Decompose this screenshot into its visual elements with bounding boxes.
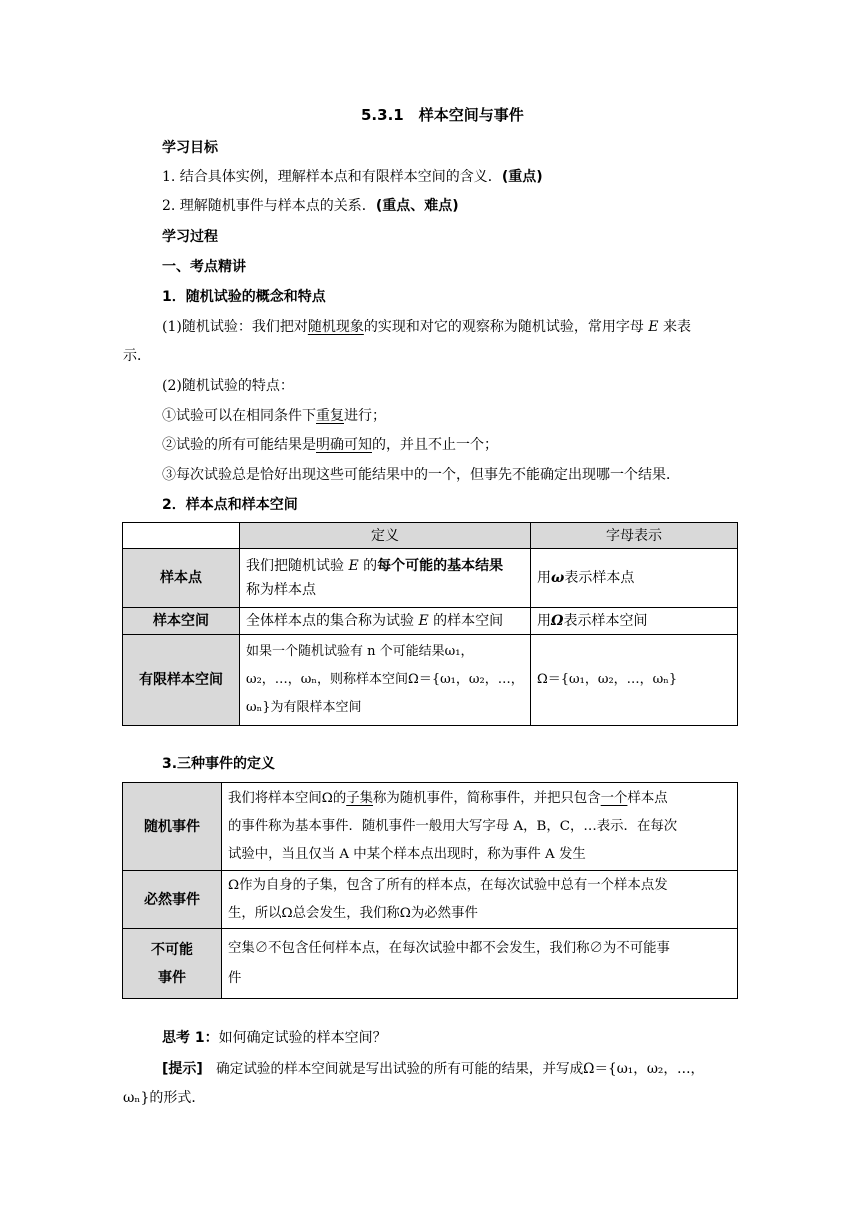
column-header-definition: 定义 [240, 523, 531, 549]
row-header-finite-sample-space: 有限样本空间 [123, 635, 240, 726]
goal-2: 2. 理解随机事件与样本点的关系．(重点、难点) [162, 198, 459, 214]
think-question: 思考 1：如何确定试验的样本空间？ [162, 1030, 387, 1046]
goals-heading: 学习目标 [162, 140, 218, 156]
sample-space-definition: 全体样本点的集合称为试验 E 的样本空间 [240, 608, 531, 635]
row-header-certain-event: 必然事件 [123, 871, 222, 929]
finite-sample-space-symbol: Ω＝{ω₁，ω₂，…，ωₙ} [531, 635, 738, 726]
finite-sample-space-definition: 如果一个随机试验有 n 个可能结果ω₁， ω₂，…，ωₙ，则称样本空间Ω＝{ω₁，ω₂，…， ωₙ}为有限样本空间 [240, 635, 531, 726]
topic-1-heading: 1．随机试验的概念和特点 [162, 289, 326, 305]
hint-line-1: [提示] 确定试验的样本空间就是写出试验的所有可能的结果，并写成Ω＝{ω₁，ω₂，…， [162, 1061, 705, 1077]
random-experiment-definition: (1)随机试验：我们把对随机现象的实现和对它的观察称为随机试验，常用字母 E 来表 [162, 319, 691, 335]
row-header-sample-point: 样本点 [123, 549, 240, 608]
feature-item-1: ①试验可以在相同条件下重复进行； [162, 408, 386, 424]
topic-3-heading: 3.三种事件的定义 [162, 756, 276, 772]
certain-event-definition: Ω作为自身的子集，包含了所有的样本点，在每次试验中总有一个样本点发 生，所以Ω总会发生，我们称Ω为必然事件 [222, 871, 738, 929]
feature-item-3: ③每次试验总是恰好出现这些可能结果中的一个，但事先不能确定出现哪一个结果． [162, 467, 680, 483]
sample-space-symbol: 用Ω表示样本空间 [531, 608, 738, 635]
feature-item-2: ②试验的所有可能结果是明确可知的，并且不止一个； [162, 437, 498, 453]
impossible-event-definition: 空集∅不包含任何样本点，在每次试验中都不会发生，我们称∅为不可能事 件 [222, 929, 738, 999]
random-event-definition: 我们将样本空间Ω的子集称为随机事件，简称事件，并把只包含一个样本点 的事件称为基本事件．随机事件一般用大写字母 A，B，C，…表示．在每次 试验中，当且仅当 A 中某个样本点出现时，称为事件 A 发生 [222, 783, 738, 871]
page-title: 5.3.1 样本空间与事件 [361, 106, 524, 124]
row-header-impossible-event: 不可能 事件 [123, 929, 222, 999]
hint-line-2: ωₙ}的形式． [123, 1090, 206, 1106]
features-heading: (2)随机试验的特点： [162, 378, 294, 394]
event-types-table [122, 782, 738, 999]
section-heading: 一、考点精讲 [162, 259, 246, 275]
column-header-symbol: 字母表示 [531, 523, 738, 549]
sample-space-table [122, 522, 738, 726]
row-header-random-event: 随机事件 [123, 783, 222, 871]
definition-continuation: 示． [123, 348, 151, 364]
goal-1: 1. 结合具体实例，理解样本点和有限样本空间的含义．(重点) [162, 169, 543, 185]
table-corner-cell [123, 523, 240, 549]
topic-2-heading: 2．样本点和样本空间 [162, 497, 298, 513]
process-heading: 学习过程 [162, 229, 218, 245]
row-header-sample-space: 样本空间 [123, 608, 240, 635]
sample-point-definition: 我们把随机试验 E 的每个可能的基本结果 称为样本点 [240, 549, 531, 608]
sample-point-symbol: 用ω表示样本点 [531, 549, 738, 608]
